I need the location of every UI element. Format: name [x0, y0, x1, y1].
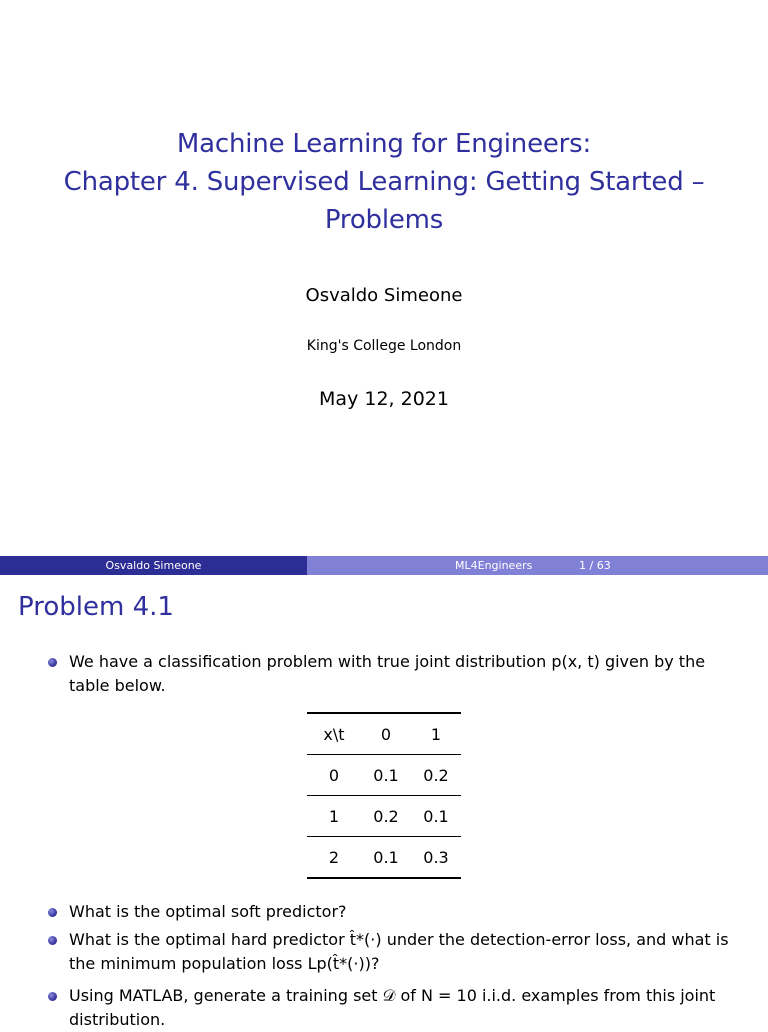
- joint-distribution-table: [307, 712, 461, 879]
- table-header-row: [307, 713, 461, 755]
- table-cell: 0: [307, 755, 361, 796]
- table-header-cell: x\t: [307, 713, 361, 755]
- table-header-cell: 0: [361, 713, 411, 755]
- table-cell: 0.1: [411, 796, 461, 837]
- footer-author: Osvaldo Simeone: [0, 556, 307, 575]
- slide-footer: [0, 556, 768, 575]
- table-cell: 0.2: [411, 755, 461, 796]
- bullet-text-2: What is the optimal soft predictor?: [69, 902, 347, 921]
- table-cell: 0.1: [361, 755, 411, 796]
- table-header-cell: 1: [411, 713, 461, 755]
- title-line-2: Chapter 4. Supervised Learning: Getting Started –: [63, 167, 705, 197]
- bullet-text-3: What is the optimal hard predictor t̂*(·) under the detection-error loss, and what is the minimum population loss Lp(t̂*(·))?: [69, 930, 729, 973]
- table-cell: 0.3: [411, 837, 461, 879]
- table-cell: 0.2: [361, 796, 411, 837]
- author-name: Osvaldo Simeone: [305, 285, 463, 306]
- table-row: [307, 837, 461, 879]
- bullet-icon: [48, 908, 57, 917]
- title-line-3: Problems: [324, 205, 444, 235]
- footer-right: [307, 556, 768, 575]
- bullet-icon: [48, 936, 57, 945]
- table-cell: 1: [307, 796, 361, 837]
- frame-title: Problem 4.1: [18, 592, 174, 622]
- institution: King's College London: [306, 338, 462, 354]
- table-cell: 2: [307, 837, 361, 879]
- table-row: [307, 755, 461, 796]
- bullet-icon: [48, 992, 57, 1001]
- footer-page-number: 1 / 63: [579, 559, 611, 572]
- table-row: [307, 796, 461, 837]
- title-line-1: Machine Learning for Engineers:: [176, 129, 592, 159]
- bullet-text-4: Using MATLAB, generate a training set 𝒟 of N = 10 i.i.d. examples from this joint distribution.: [69, 986, 716, 1029]
- bullet-icon: [48, 658, 57, 667]
- presentation-title: [0, 125, 768, 239]
- bullet-text-1: We have a classification problem with true joint distribution p(x, t) given by the table below.: [69, 652, 706, 695]
- table-cell: 0.1: [361, 837, 411, 879]
- presentation-date: May 12, 2021: [319, 388, 449, 410]
- footer-short-title: ML4Engineers: [455, 559, 533, 572]
